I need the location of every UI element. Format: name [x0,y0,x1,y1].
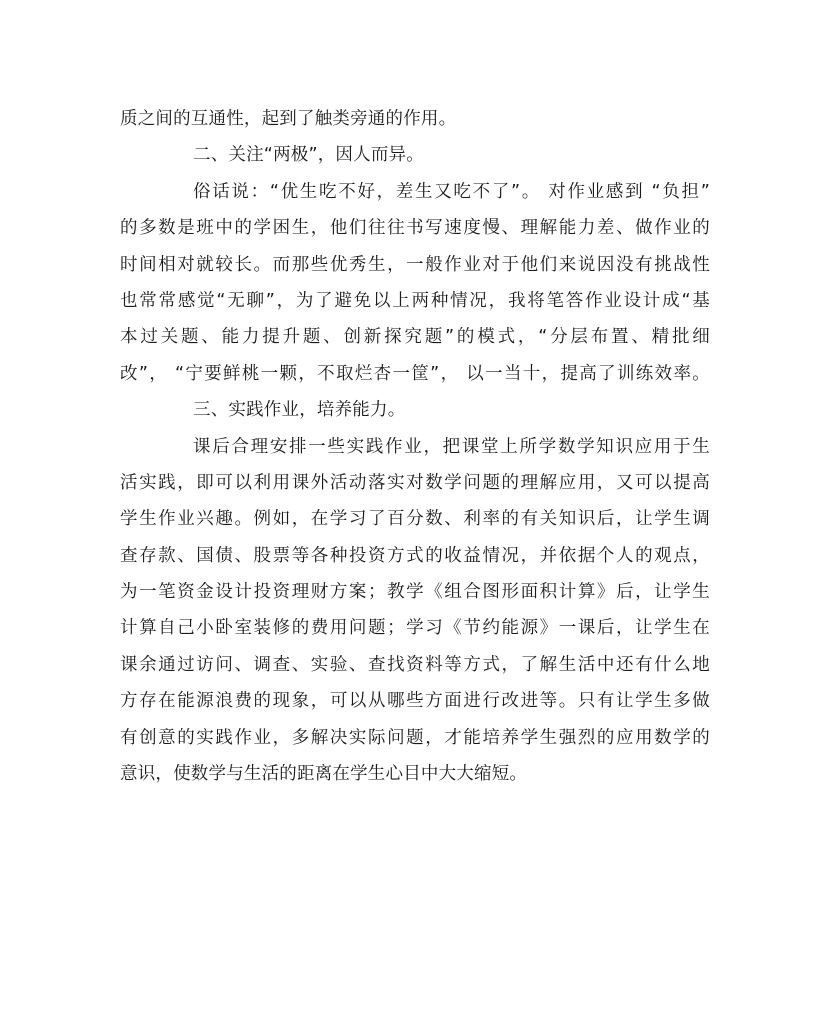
text-line: 也常常感觉“无聊”，为了避免以上两种情况，我将笔答作业设计成“基 [120,290,710,311]
section-heading: 三、实践作业，培养能力。 [193,400,406,421]
section-heading: 二、关注“两极”，因人而异。 [193,145,424,166]
text-line: 质之间的互通性，起到了触类旁通的作用。 [120,109,457,129]
text-line: 改”， “宁要鲜桃一颗，不取烂杏一筐”， 以一当十，提高了训练效率。 [120,363,710,384]
text-line: 本过关题、能力提升题、创新探究题”的模式，“分层布置、精批细 [120,327,710,348]
text-line: 意识，使数学与生活的距离在学生心目中大大缩短。 [120,764,528,785]
text-line: 计算自己小卧室装修的费用问题；学习《节约能源》一课后，让学生在 [120,618,710,639]
text-line: 查存款、国债、股票等各种投资方式的收益情况，并依据个人的观点， [120,545,710,566]
text-line: 课余通过访问、调查、实验、查找资料等方式，了解生活中还有什么地 [120,654,710,675]
text-line: 俗话说：“优生吃不好，差生又吃不了”。 对作业感到 “负担” [193,181,710,202]
text-line: 的多数是班中的学困生，他们往往书写速度慢、理解能力差、做作业的 [120,218,710,239]
text-line: 学生作业兴趣。例如，在学习了百分数、利率的有关知识后，让学生调 [120,509,710,530]
text-line: 时间相对就较长。而那些优秀生，一般作业对于他们来说因没有挑战性 [120,254,710,275]
document-body [120,101,710,792]
text-line: 为一笔资金设计投资理财方案；教学《组合图形面积计算》后，让学生 [120,582,710,603]
text-line: 课后合理安排一些实践作业，把课堂上所学数学知识应用于生 [193,436,710,457]
text-line: 方存在能源浪费的现象，可以从哪些方面进行改进等。只有让学生多做 [120,691,710,712]
text-line: 有创意的实践作业，多解决实际问题，才能培养学生强烈的应用数学的 [120,727,710,748]
text-line: 活实践，即可以利用课外活动落实对数学问题的理解应用，又可以提高 [120,472,710,493]
